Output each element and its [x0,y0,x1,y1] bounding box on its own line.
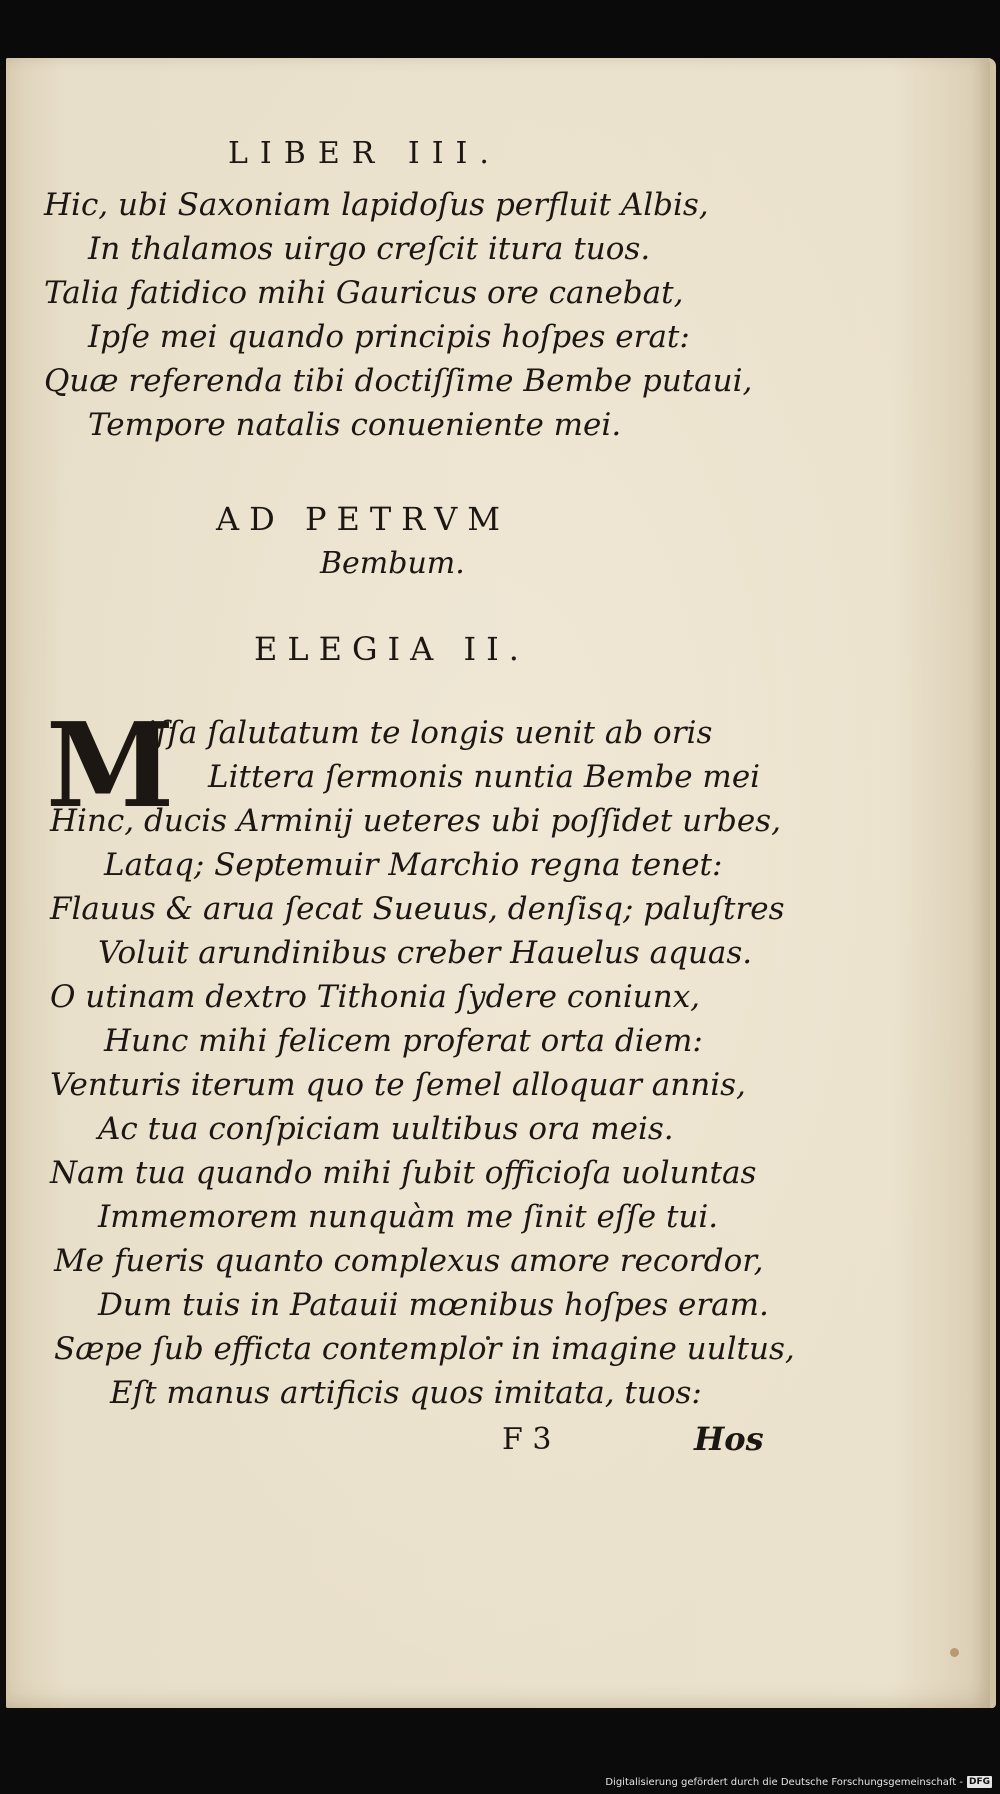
poem-line: Sæpe ſub effictа contemplor in imagine uultus, [54,1331,795,1367]
poem-line: iſſa ſalutatum te longis uenit ab oris [146,715,713,751]
poem-title: AD PETRVM [216,500,510,538]
running-head: LIBER III. [228,136,501,171]
poem-line: Eſt manus artificis quos imitata, tuos: [110,1375,702,1411]
poem-line: Ac tua conſpiciam uultibus ora meis. [98,1111,674,1147]
poem-line: Me fueris quanto complexus amore recordor, [54,1243,764,1279]
drop-cap-initial: M [46,698,175,834]
poem-line: Flauus & arua ſecat Sueuus, denſisq; paluſtres [50,891,785,927]
verse-line: Ipſe mei quando principis hoſpes erat: [88,319,690,355]
digitization-credit [605,1776,992,1788]
poem-line: Dum tuis in Patauii mœnibus hoſpes eram. [98,1287,769,1323]
catchword: Hos [694,1420,764,1458]
verse-line: In thalamos uirgo creſcit itura tuos. [88,231,651,267]
poem-line: Hunc mihi felicem proferat orta diem: [104,1023,703,1059]
poem-title-subline: Bembum. [320,546,465,581]
verse-line: Hic, ubi Saxoniam lapidoſus perfluit Albis, [44,187,709,223]
signature-mark: F 3 [502,1422,552,1457]
paper-speck [950,1648,959,1657]
verse-line: Quæ referenda tibi doctiſſime Bembe putaui, [44,363,753,399]
poem-line: Littera ſermonis nuntia Bembe mei [208,759,761,795]
scan-footer-strip [0,1712,1000,1794]
verse-line: Tempore natalis conueniente mei. [88,407,622,443]
poem-line: Immemorem nunquàm me ſinit eſſe tui. [98,1199,719,1235]
poem-line: Nam tua quando mihi ſubit officioſa uoluntas [50,1155,757,1191]
poem-line: Voluit arundinibus creber Hauelus aquas. [98,935,753,971]
poem-line: Venturis iterum quo te ſemel alloquar annis, [50,1067,746,1103]
elegy-heading: ELEGIA II. [254,630,529,668]
credit-text: Digitalisierung gefördert durch die Deutsche Forschungsgemeinschaft - [605,1776,963,1788]
verse-line: Talia fatidico mihi Gauricus ore canebat, [44,275,684,311]
poem-line: Hinc, ducis Arminij ueteres ubi poſſidet urbes, [50,803,781,839]
poem-line: Lataq; Septemuir Marchio regna tenet: [104,847,723,883]
poem-line: O utinam dextro Tithonia ſydere coniunx, [50,979,701,1015]
dfg-logo: DFG [968,1777,990,1787]
